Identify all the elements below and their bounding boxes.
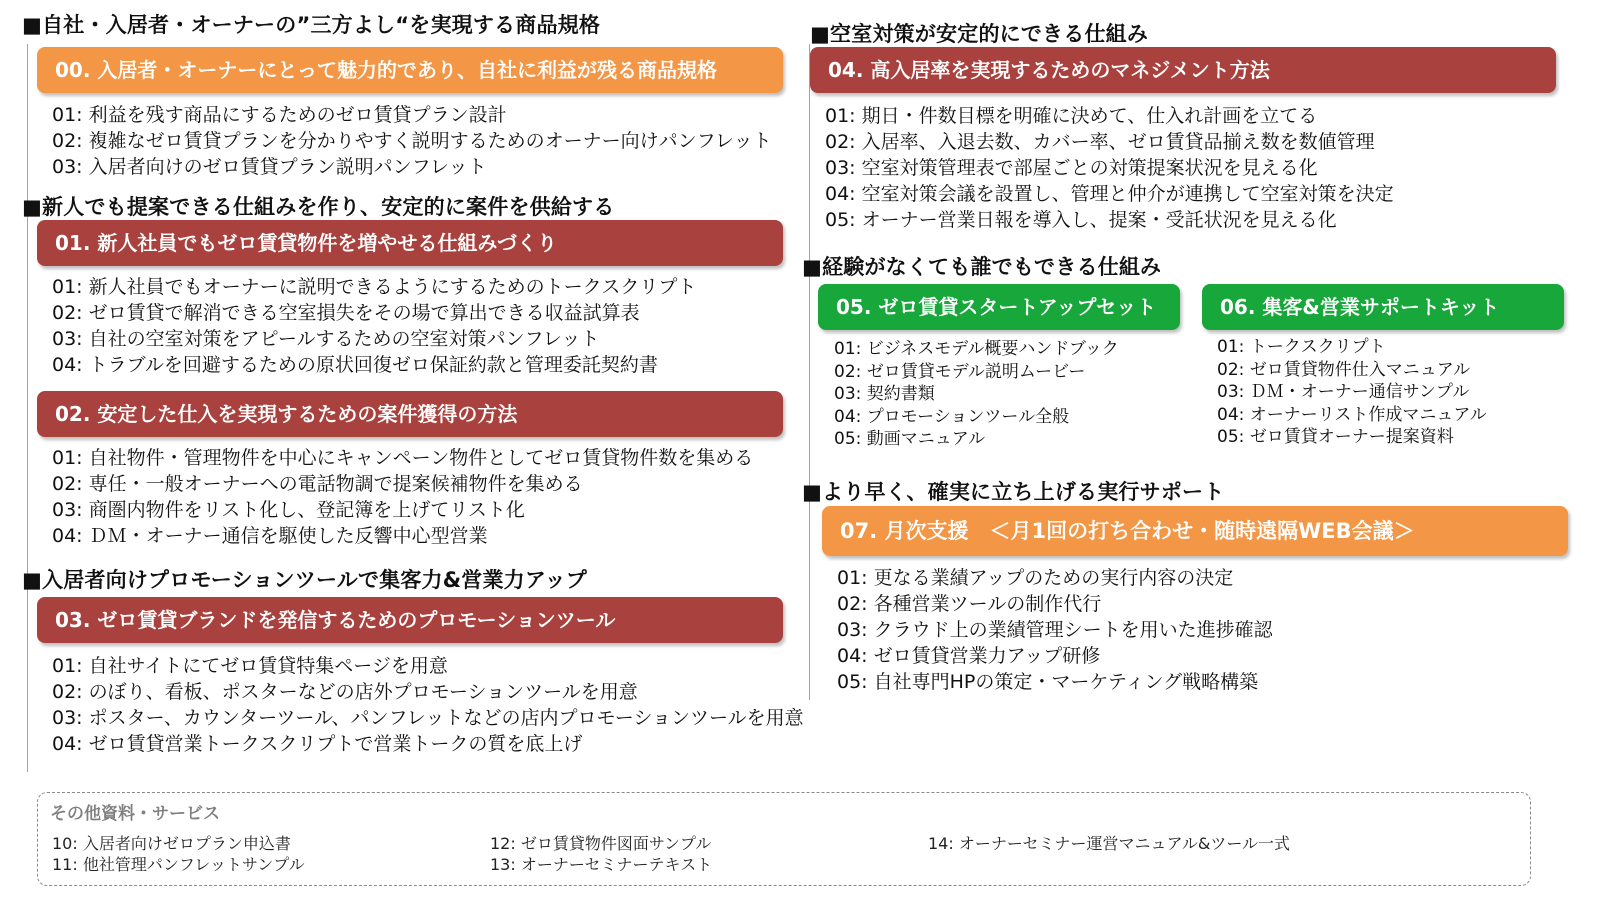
- list-item: 04: プロモーションツール全般: [834, 406, 1070, 427]
- left-column-rule: [27, 44, 28, 772]
- section-title-promotion: ■入居者向けプロモーションツールで集客力&営業力アップ: [22, 568, 587, 592]
- banner-01: 01. 新人社員でもゼロ賃貸物件を増やせる仕組みづくり: [37, 220, 783, 266]
- other-item: 11: 他社管理パンフレットサンプル: [52, 855, 305, 874]
- other-materials-title: その他資料・サービス: [50, 804, 220, 824]
- list-item: 04: ＤＭ・オーナー通信を駆使した反響中心型営業: [52, 525, 488, 547]
- list-item: 01: 更なる業績アップのための実行内容の決定: [837, 567, 1234, 589]
- list-05: [834, 338, 1119, 451]
- list-item: 02: ゼロ賃貸で解消できる空室損失をその場で算出できる収益試算表: [52, 302, 640, 324]
- list-item: 03: クラウド上の業績管理シートを用いた進捗確認: [837, 619, 1273, 641]
- list-item: 03: 商圏内物件をリスト化し、登記簿を上げてリスト化: [52, 499, 525, 521]
- list-07: [837, 565, 1273, 695]
- banner-03: 03. ゼロ賃貸ブランドを発信するためのプロモーションツール: [37, 597, 783, 643]
- list-item: 04: ゼロ賃貸営業トークスクリプトで営業トークの質を底上げ: [52, 733, 583, 755]
- right-column-rule: [809, 44, 810, 700]
- list-item: 02: ゼロ賃貸物件仕入マニュアル: [1217, 359, 1471, 380]
- list-item: 01: トークスクリプト: [1217, 337, 1386, 357]
- list-item: 04: ゼロ賃貸営業力アップ研修: [837, 645, 1101, 667]
- other-item: 14: オーナーセミナー運営マニュアル&ツール一式: [928, 834, 1291, 853]
- list-item: 01: ビジネスモデル概要ハンドブック: [834, 339, 1119, 359]
- banner-05: 05. ゼロ賃貸スタートアップセット: [818, 284, 1180, 330]
- section-title-three-way: ■自社・入居者・オーナーの”三方よし“を実現する商品規格: [22, 13, 601, 37]
- banner-00: 00. 入居者・オーナーにとって魅力的であり、自社に利益が残る商品規格: [37, 47, 783, 93]
- list-item: 03: 空室対策管理表で部屋ごとの対策提案状況を見える化: [825, 157, 1318, 179]
- list-item: 03: ＤＭ・オーナー通信サンプル: [1217, 382, 1470, 402]
- list-item: 02: のぼり、看板、ポスターなどの店外プロモーションツールを用意: [52, 681, 638, 703]
- list-item: 03: 自社の空室対策をアピールするための空室対策パンフレット: [52, 328, 600, 350]
- list-item: 02: 専任・一般オーナーへの電話物調で提案候補物件を集める: [52, 473, 583, 495]
- list-04: [825, 103, 1394, 233]
- other-item: 12: ゼロ賃貸物件図面サンプル: [490, 834, 712, 853]
- list-item: 05: ゼロ賃貸オーナー提案資料: [1217, 427, 1454, 447]
- list-item: 03: 入居者向けのゼロ賃貸プラン説明パンフレット: [52, 156, 487, 178]
- list-01: [52, 274, 696, 378]
- list-item: 04: オーナーリスト作成マニュアル: [1217, 404, 1487, 425]
- list-06: [1217, 336, 1487, 449]
- banner-07: 07. 月次支援 ＜月1回の打ち合わせ・随時遠隔WEB会議＞: [822, 506, 1568, 556]
- list-item: 01: 新人社員でもオーナーに説明できるようにするためのトークスクリプト: [52, 276, 697, 298]
- list-item: 05: 動画マニュアル: [834, 429, 986, 449]
- section-title-support: ■より早く、確実に立ち上げる実行サポート: [802, 480, 1225, 504]
- list-item: 04: 空室対策会議を設置し、管理と仲介が連携して空室対策を決定: [825, 183, 1394, 205]
- list-item: 03: ポスター、カウンターツール、パンフレットなどの店内プロモーションツールを用意: [52, 707, 804, 729]
- section-title-newcomer: ■新人でも提案できる仕組みを作り、安定的に案件を供給する: [22, 195, 615, 219]
- banner-04: 04. 高入居率を実現するためのマネジメント方法: [810, 47, 1556, 93]
- list-item: 02: 入居率、入退去数、カバー率、ゼロ賃貸品揃え数を数値管理: [825, 131, 1375, 153]
- other-item: 13: オーナーセミナーテキスト: [490, 855, 713, 874]
- banner-06: 06. 集客&営業サポートキット: [1202, 284, 1564, 330]
- list-item: 05: 自社専門HPの策定・マーケティング戦略構築: [837, 671, 1259, 693]
- list-03: [52, 653, 804, 757]
- list-item: 03: 契約書類: [834, 384, 935, 404]
- banner-02: 02. 安定した仕入を実現するための案件獲得の方法: [37, 391, 783, 437]
- other-item: 10: 入居者向けゼロプラン申込書: [52, 834, 291, 853]
- list-item: 01: 利益を残す商品にするためのゼロ賃貸プラン設計: [52, 104, 507, 126]
- list-item: 01: 自社サイトにてゼロ賃貸特集ページを用意: [52, 655, 448, 677]
- section-title-vacancy: ■空室対策が安定的にできる仕組み: [810, 22, 1149, 46]
- list-item: 01: 自社物件・管理物件を中心にキャンペーン物件としてゼロ賃貸物件数を集める: [52, 447, 754, 469]
- list-item: 02: 各種営業ツールの制作代行: [837, 593, 1102, 615]
- section-title-anyone: ■経験がなくても誰でもできる仕組み: [802, 255, 1162, 279]
- list-00: [52, 102, 772, 180]
- list-item: 02: 複雑なゼロ賃貸プランを分かりやすく説明するためのオーナー向けパンフレット: [52, 130, 772, 152]
- list-item: 01: 期日・件数目標を明確に決めて、仕入れ計画を立てる: [825, 105, 1318, 127]
- list-02: [52, 445, 753, 549]
- list-item: 02: ゼロ賃貸モデル説明ムービー: [834, 361, 1086, 382]
- list-item: 04: トラブルを回避するための原状回復ゼロ保証約款と管理委託契約書: [52, 354, 658, 376]
- list-item: 05: オーナー営業日報を導入し、提案・受託状況を見える化: [825, 209, 1337, 231]
